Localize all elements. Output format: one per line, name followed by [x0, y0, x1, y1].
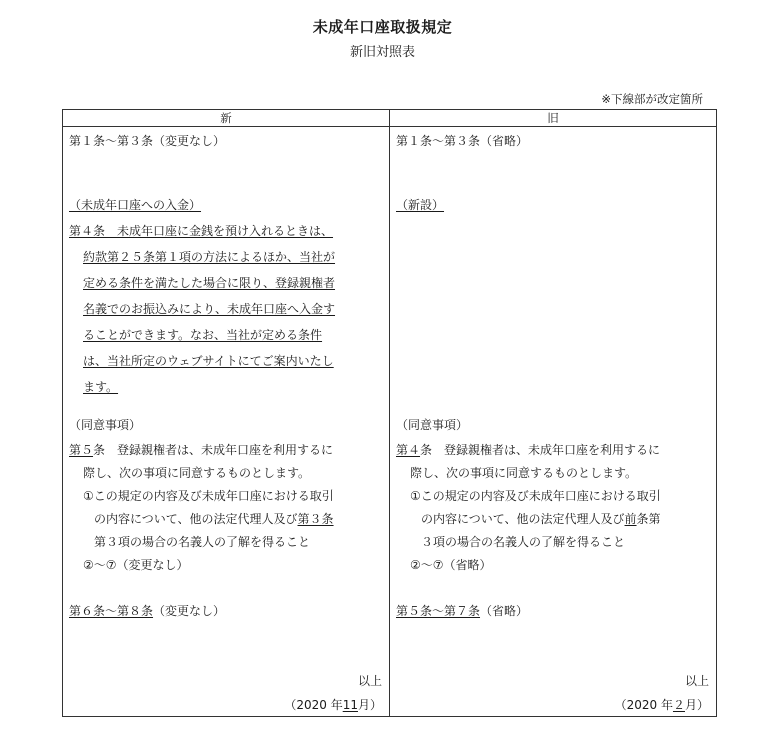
new-date-prefix: （2020 年: [284, 698, 343, 712]
old-item1-line-2-text: の内容について、他の法定代理人及び: [421, 512, 625, 526]
new-item1-line-3: 第３項の場合の名義人の了解を得ること: [94, 535, 311, 549]
old-end-mark: 以上: [684, 674, 709, 688]
new-effective-date: [284, 697, 382, 713]
old-effective-date: [615, 697, 709, 713]
old-date-prefix: （2020 年: [614, 698, 673, 712]
old-item1-line-3: ３項の場合の名義人の了解を得ること: [421, 535, 626, 549]
old-item1-line-2-tail: 条第: [636, 512, 661, 526]
new-column: [63, 127, 390, 717]
new-items-2-7: ②～⑦（変更なし）: [83, 558, 189, 572]
old-art4-number: ４: [408, 443, 421, 457]
new-art5-number: ５: [81, 443, 94, 457]
old-articles-5-7-status: （省略）: [480, 604, 529, 618]
document-title: 未成年口座取扱規定: [312, 18, 453, 36]
new-articles-1-3-text-b: ３条（変更なし）: [129, 134, 226, 148]
old-art4-line-1: [396, 442, 660, 458]
new-art5-prefix: 第: [69, 443, 82, 457]
old-item1-line-1: ①この規定の内容及び未成年口座における取引: [410, 489, 661, 503]
old-articles-1-3: 第１条～第３条（省略）: [396, 134, 529, 148]
new-heading-consent: （同意事項）: [69, 418, 142, 432]
new-art4-line-1: 第４条 未成年口座に金銭を預け入れるときは、: [69, 224, 334, 238]
table-body-row: [63, 127, 717, 717]
header-old: 旧: [390, 110, 717, 127]
new-articles-6-8-status: （変更なし）: [153, 604, 226, 618]
old-articles-5-7: [396, 603, 528, 619]
table-header-row: [63, 110, 717, 127]
new-art4-line-4: 名義でのお振込みにより、未成年口座へ入金す: [83, 302, 336, 316]
old-heading-new-provision: （新設）: [396, 198, 445, 212]
new-item1-line-2-text: の内容について、他の法定代理人及び: [94, 512, 298, 526]
new-date-suffix: 月）: [357, 698, 382, 712]
new-heading-deposit: （未成年口座への入金）: [69, 198, 202, 212]
new-item1-line-1: ①この規定の内容及び未成年口座における取引: [83, 489, 334, 503]
old-item1-changed-ref: 前: [624, 512, 637, 526]
new-date-month: 11: [342, 698, 358, 712]
header-new: 新: [63, 110, 390, 127]
new-item1-line-2: [94, 511, 334, 527]
new-articles-6-8-range: 第６条～第８条: [69, 604, 154, 618]
new-end-mark: 以上: [357, 674, 382, 688]
old-heading-consent: （同意事項）: [396, 418, 469, 432]
new-item1-changed-ref: 第３条: [297, 512, 334, 526]
new-art4-line-6: は、当社所定のウェブサイトにてご案内いたし: [83, 354, 334, 368]
new-art5-line-2: 際し、次の事項に同意するものとします。: [83, 466, 311, 480]
old-column: [390, 127, 717, 717]
new-articles-1-3-text-a: 第１条～第: [69, 134, 130, 148]
new-art4-line-7: ます。: [83, 380, 119, 394]
old-art4-text: 条 登録親権者は、未成年口座を利用するに: [420, 443, 661, 457]
old-articles-5-7-range: 第５条～第７条: [396, 604, 481, 618]
new-articles-6-8: [69, 603, 225, 619]
old-date-suffix: 月）: [684, 698, 709, 712]
document-subtitle: 新旧対照表: [349, 45, 415, 60]
underline-note: ※下線部が改定箇所: [601, 92, 703, 106]
new-art4-line-5: ることができます。なお、当社が定める条件: [83, 328, 323, 342]
old-art4-line-2: 際し、次の事項に同意するものとします。: [410, 466, 638, 480]
new-art5-text: 条 登録親権者は、未成年口座を利用するに: [93, 443, 334, 457]
old-art4-prefix: 第: [396, 443, 409, 457]
new-art4-line-2: 約款第２５条第１項の方法によるほか、当社が: [83, 250, 336, 264]
new-art5-line-1: [69, 442, 333, 458]
new-art4-line-3: 定める条件を満たした場合に限り、登録親権者: [83, 276, 336, 290]
old-date-month: ２: [672, 698, 685, 712]
old-items-2-7: ②～⑦（省略）: [410, 558, 492, 572]
old-item1-line-2: [421, 511, 661, 527]
new-articles-1-3: [69, 133, 225, 149]
comparison-table: [62, 109, 717, 717]
